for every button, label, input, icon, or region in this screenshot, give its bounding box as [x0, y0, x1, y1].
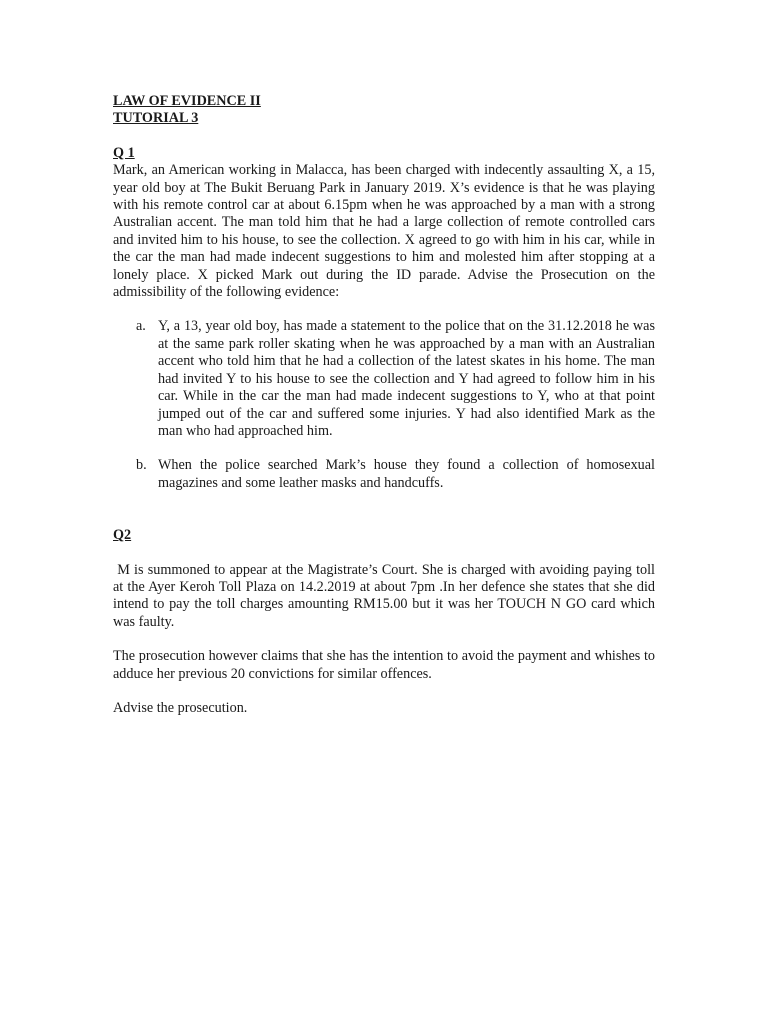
tutorial-title: TUTORIAL 3 — [113, 110, 199, 127]
list-item-text: Y, a 13, year old boy, has made a statement to the police that on the 31.12.2018 he was at the same park roller skating when he was approached by a man with an Australian accent who told him that he had a collection of the latest skates in his home. The man had invited Y to his house to see the collection and Y had agreed to follow him in his car. While in the car the man had made indecent suggestions to Y, who at that point jumped out of the car and suffered some injuries. Y had also identified Mark as the man who had approached him. — [158, 318, 655, 439]
question-2-title: Q2 — [113, 527, 132, 544]
list-item — [113, 318, 655, 440]
question-2-instruction: Advise the prosecution. — [113, 699, 248, 716]
question-2-prosecution-claim: The prosecution however claims that she has the intention to avoid the payment and whishes to adduce her previous 20 convictions for similar offences. — [113, 648, 655, 682]
question-1-intro: Mark, an American working in Malacca, has been charged with indecently assaulting X, a 15, year old boy at The Bukit Beruang Park in January 2019. X’s evidence is that he was playing with his remote control car at about 6.15pm when he was approached by a man with a strong Australian accent. The man told him that he had a large collection of remote controlled cars and invited him to his house, to see the collection. X agreed to go with him in his car, while in the car the man had made indecent suggestions to him and molested him after stopping at a lonely place. X picked Mark out during the ID parade. Advise the Prosecution on the admissibility of the following evidence: — [113, 162, 655, 301]
question-1-evidence-list — [113, 318, 655, 492]
list-item-text: When the police searched Mark’s house they found a collection of homosexual magazines and some leather masks and handcuffs. — [158, 457, 655, 491]
document-page — [113, 93, 659, 717]
list-marker: b. — [136, 457, 147, 474]
course-title: LAW OF EVIDENCE II — [113, 93, 261, 109]
question-2-facts: M is summoned to appear at the Magistrate’s Court. She is charged with avoiding paying toll at the Ayer Keroh Toll Plaza on 14.2.2019 at about 7pm .In her defence she states that she did intend to pay the toll charges amounting RM15.00 but it was her TOUCH N GO card which was faulty. — [113, 561, 659, 630]
question-1-title: Q 1 — [113, 144, 135, 161]
list-item — [113, 457, 655, 492]
list-marker: a. — [136, 318, 146, 335]
